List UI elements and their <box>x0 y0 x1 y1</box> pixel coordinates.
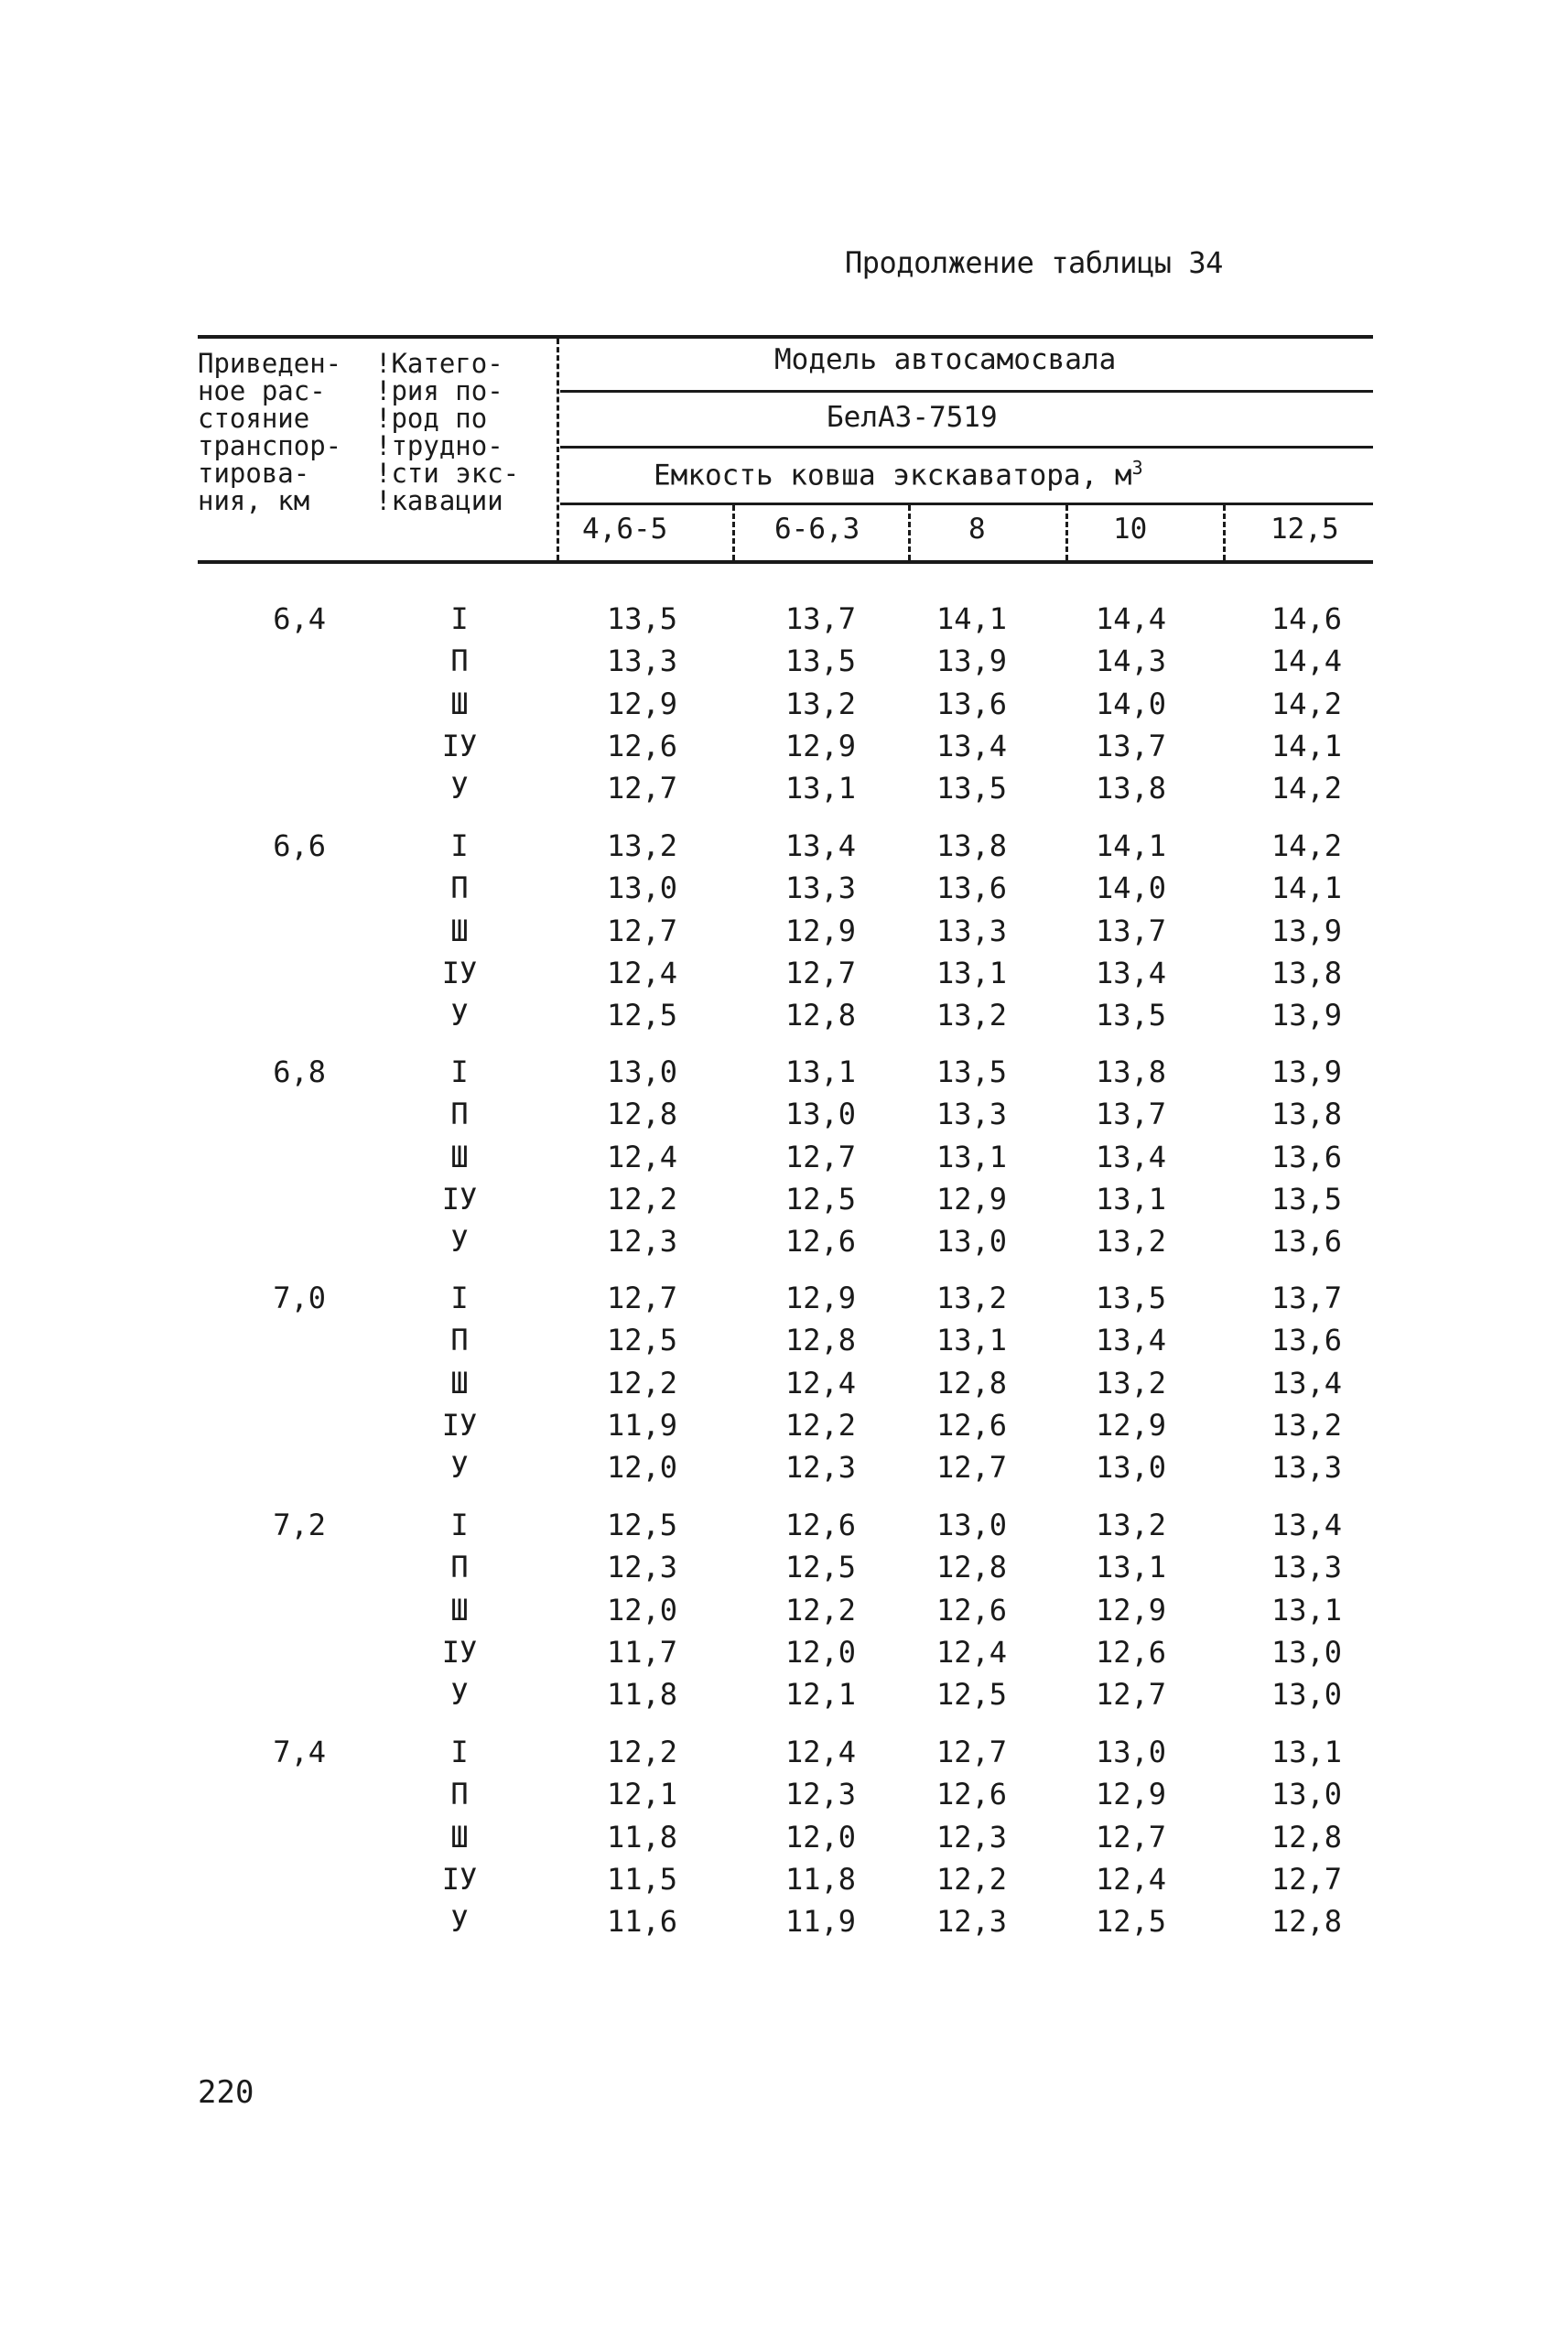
bucket-title <box>654 459 1143 490</box>
table-cell: 13,5 <box>1095 998 1166 1033</box>
category-value: Ш <box>450 687 469 721</box>
table-cell: 12,8 <box>935 1366 1007 1400</box>
table-cell: 14,1 <box>1095 828 1166 863</box>
bucket-title-text: Емкость ковша экскаватора, м <box>654 459 1132 492</box>
table-cell: 13,0 <box>606 1054 677 1089</box>
distance-value: 6,8 <box>273 1054 326 1089</box>
table-cell: 14,2 <box>1271 771 1342 806</box>
table-cell: 13,5 <box>935 1054 1007 1089</box>
table-cell: 12,5 <box>606 998 677 1033</box>
table-cell: 12,7 <box>1271 1862 1342 1897</box>
table-cell: 12,8 <box>935 1550 1007 1584</box>
table-cell: 13,1 <box>784 1054 856 1089</box>
table-cell: 12,6 <box>935 1593 1007 1628</box>
table-cell: 12,4 <box>784 1735 856 1769</box>
table-cell: 13,6 <box>1271 1323 1342 1357</box>
table-cell: 13,2 <box>935 998 1007 1033</box>
category-value: IУ <box>441 729 478 763</box>
table-cell: 14,1 <box>1271 871 1342 905</box>
capacity-header: 8 <box>968 513 986 546</box>
table-cell: 12,6 <box>1095 1635 1166 1670</box>
table-cell: 12,7 <box>606 771 677 806</box>
table-cell: 12,1 <box>784 1677 856 1712</box>
table-cell: 14,6 <box>1271 601 1342 636</box>
table-cell: 13,5 <box>606 601 677 636</box>
category-value: I <box>450 1281 469 1315</box>
category-value: IУ <box>441 1182 478 1217</box>
header-distance-line: тирова- <box>198 458 310 489</box>
table-cell: 12,7 <box>1095 1677 1166 1712</box>
table-cell: 13,4 <box>1095 1323 1166 1357</box>
category-value: П <box>450 1777 469 1811</box>
table-cell: 12,6 <box>784 1224 856 1259</box>
table-cell: 12,2 <box>606 1735 677 1769</box>
category-value: IУ <box>441 956 478 990</box>
category-value: П <box>450 643 469 678</box>
table-cell: 13,6 <box>935 871 1007 905</box>
table-cell: 12,0 <box>606 1593 677 1628</box>
table-cell: 12,3 <box>935 1820 1007 1855</box>
table-cell: 13,4 <box>1095 1140 1166 1174</box>
table-cell: 13,2 <box>606 828 677 863</box>
table-cell: 13,0 <box>1271 1677 1342 1712</box>
table-cell: 13,4 <box>1271 1366 1342 1400</box>
capacity-separator <box>732 505 735 560</box>
table-cell: 12,6 <box>606 729 677 763</box>
table-cell: 13,2 <box>1095 1366 1166 1400</box>
table-cell: 13,3 <box>1271 1450 1342 1485</box>
table-cell: 12,7 <box>935 1450 1007 1485</box>
table-cell: 13,4 <box>1095 956 1166 990</box>
table-cell: 12,4 <box>606 1140 677 1174</box>
table-cell: 12,7 <box>606 1281 677 1315</box>
header-category-line: !трудно- <box>375 430 503 461</box>
table-cell: 13,3 <box>606 643 677 678</box>
table-cell: 11,7 <box>606 1635 677 1670</box>
table-cell: 13,8 <box>935 828 1007 863</box>
category-value: Ш <box>450 914 469 948</box>
table-cell: 12,1 <box>606 1777 677 1811</box>
table-cell: 12,7 <box>935 1735 1007 1769</box>
table-cell: 13,1 <box>935 1323 1007 1357</box>
table-cell: 12,6 <box>935 1408 1007 1443</box>
model-name: БелАЗ-7519 <box>827 401 998 434</box>
table-cell: 13,0 <box>1271 1635 1342 1670</box>
table-cell: 13,6 <box>1271 1140 1342 1174</box>
table-cell: 13,1 <box>935 1140 1007 1174</box>
table-cell: 14,4 <box>1095 601 1166 636</box>
table-cell: 13,8 <box>1271 956 1342 990</box>
table-cell: 12,2 <box>784 1408 856 1443</box>
header-divider <box>560 390 1373 393</box>
table-cell: 13,1 <box>1271 1735 1342 1769</box>
category-value: IУ <box>441 1635 478 1670</box>
distance-value: 7,0 <box>273 1281 326 1315</box>
distance-value: 6,6 <box>273 828 326 863</box>
table-cell: 12,5 <box>784 1182 856 1217</box>
table-cell: 12,5 <box>784 1550 856 1584</box>
table-cell: 13,7 <box>784 601 856 636</box>
header-category-line: !род по <box>375 403 488 434</box>
table-cell: 12,5 <box>935 1677 1007 1712</box>
table-cell: 12,0 <box>784 1635 856 1670</box>
category-value: Ш <box>450 1140 469 1174</box>
table-cell: 14,1 <box>1271 729 1342 763</box>
header-distance <box>198 350 341 514</box>
table-cell: 13,0 <box>1095 1735 1166 1769</box>
table-cell: 12,8 <box>1271 1904 1342 1939</box>
distance-value: 7,4 <box>273 1735 326 1769</box>
table-cell: 12,2 <box>606 1366 677 1400</box>
table-cell: 12,5 <box>606 1508 677 1542</box>
table-cell: 14,4 <box>1271 643 1342 678</box>
table-cell: 12,7 <box>606 914 677 948</box>
table-cell: 13,5 <box>784 643 856 678</box>
table-cell: 11,8 <box>784 1862 856 1897</box>
table-cell: 13,2 <box>1095 1508 1166 1542</box>
table-cell: 12,8 <box>606 1097 677 1131</box>
table-cell: 13,9 <box>1271 1054 1342 1089</box>
header-category-line: !рия по- <box>375 375 503 406</box>
table-cell: 12,3 <box>606 1224 677 1259</box>
table-cell: 13,1 <box>1271 1593 1342 1628</box>
table-cell: 12,8 <box>784 1323 856 1357</box>
table-cell: 14,1 <box>935 601 1007 636</box>
table-cell: 11,9 <box>606 1408 677 1443</box>
table-cell: 13,8 <box>1095 771 1166 806</box>
table-top-rule <box>198 335 1373 339</box>
table-cell: 13,7 <box>1271 1281 1342 1315</box>
header-distance-line: ния, км <box>198 485 310 516</box>
category-value: У <box>450 1450 469 1485</box>
capacity-separator <box>1223 505 1226 560</box>
table-cell: 13,0 <box>784 1097 856 1131</box>
table-cell: 12,3 <box>935 1904 1007 1939</box>
header-category-line: !Катего- <box>375 348 503 379</box>
table-cell: 13,5 <box>1095 1281 1166 1315</box>
table-cell: 12,9 <box>935 1182 1007 1217</box>
header-separator <box>557 339 559 560</box>
header-divider <box>560 503 1373 505</box>
header-distance-line: ное рас- <box>198 375 326 406</box>
table-cell: 13,8 <box>1271 1097 1342 1131</box>
table-cell: 13,4 <box>1271 1508 1342 1542</box>
table-cell: 14,3 <box>1095 643 1166 678</box>
table-cell: 12,7 <box>784 1140 856 1174</box>
table-cell: 13,7 <box>1095 729 1166 763</box>
category-value: I <box>450 828 469 863</box>
table-cell: 12,9 <box>1095 1593 1166 1628</box>
table-cell: 14,2 <box>1271 828 1342 863</box>
capacity-header: 12,5 <box>1271 513 1339 546</box>
category-value: IУ <box>441 1862 478 1897</box>
table-cell: 13,3 <box>935 1097 1007 1131</box>
table-cell: 13,4 <box>935 729 1007 763</box>
table-cell: 13,1 <box>784 771 856 806</box>
table-cell: 11,9 <box>784 1904 856 1939</box>
table-cell: 13,1 <box>1095 1550 1166 1584</box>
header-distance-line: стояние <box>198 403 310 434</box>
category-value: I <box>450 1508 469 1542</box>
header-category-line: !сти экс- <box>375 458 520 489</box>
table-cell: 13,0 <box>1271 1777 1342 1811</box>
category-value: I <box>450 601 469 636</box>
category-value: Ш <box>450 1820 469 1855</box>
table-cell: 13,6 <box>1271 1224 1342 1259</box>
table-cell: 13,1 <box>935 956 1007 990</box>
bucket-unit-superscript: 3 <box>1131 457 1143 479</box>
table-cell: 12,0 <box>784 1820 856 1855</box>
capacity-header: 4,6-5 <box>582 513 668 546</box>
table-cell: 12,4 <box>606 956 677 990</box>
table-cell: 12,2 <box>784 1593 856 1628</box>
table-cell: 13,9 <box>935 643 1007 678</box>
model-title: Модель автосамосвала <box>774 343 1117 376</box>
category-value: IУ <box>441 1408 478 1443</box>
table-cell: 12,7 <box>784 956 856 990</box>
table-cell: 13,0 <box>606 871 677 905</box>
table-cell: 14,2 <box>1271 687 1342 721</box>
table-cell: 12,5 <box>606 1323 677 1357</box>
category-value: П <box>450 1323 469 1357</box>
table-cell: 12,6 <box>935 1777 1007 1811</box>
category-value: Ш <box>450 1593 469 1628</box>
table-cell: 12,3 <box>784 1450 856 1485</box>
header-distance-line: транспор- <box>198 430 342 461</box>
table-cell: 13,2 <box>1271 1408 1342 1443</box>
category-value: П <box>450 1097 469 1131</box>
category-value: У <box>450 771 469 806</box>
table-cell: 13,7 <box>1095 1097 1166 1131</box>
table-cell: 13,8 <box>1095 1054 1166 1089</box>
distance-value: 7,2 <box>273 1508 326 1542</box>
table-cell: 13,0 <box>935 1508 1007 1542</box>
category-value: П <box>450 1550 469 1584</box>
table-cell: 12,9 <box>1095 1777 1166 1811</box>
table-cell: 13,2 <box>784 687 856 721</box>
table-cell: 12,7 <box>1095 1820 1166 1855</box>
table-cell: 12,9 <box>1095 1408 1166 1443</box>
table-caption: Продолжение таблицы 34 <box>845 245 1223 280</box>
table-cell: 13,9 <box>1271 914 1342 948</box>
category-value: I <box>450 1054 469 1089</box>
table-cell: 12,8 <box>784 998 856 1033</box>
table-cell: 11,8 <box>606 1820 677 1855</box>
capacity-header: 6-6,3 <box>774 513 860 546</box>
category-value: Ш <box>450 1366 469 1400</box>
table-cell: 13,2 <box>935 1281 1007 1315</box>
table-header-bottom-rule <box>198 560 1373 564</box>
header-category <box>375 350 519 514</box>
table-cell: 12,3 <box>606 1550 677 1584</box>
table-cell: 12,9 <box>784 914 856 948</box>
table-cell: 12,9 <box>784 1281 856 1315</box>
category-value: I <box>450 1735 469 1769</box>
table-cell: 13,1 <box>1095 1182 1166 1217</box>
header-distance-line: Приведен- <box>198 348 342 379</box>
table-cell: 13,3 <box>1271 1550 1342 1584</box>
table-cell: 13,6 <box>935 687 1007 721</box>
table-cell: 12,9 <box>606 687 677 721</box>
category-value: У <box>450 1904 469 1939</box>
table-cell: 12,3 <box>784 1777 856 1811</box>
table-cell: 13,3 <box>935 914 1007 948</box>
table-cell: 13,9 <box>1271 998 1342 1033</box>
capacity-header: 10 <box>1113 513 1148 546</box>
table-cell: 12,4 <box>784 1366 856 1400</box>
distance-value: 6,4 <box>273 601 326 636</box>
table-cell: 12,2 <box>606 1182 677 1217</box>
table-cell: 12,8 <box>1271 1820 1342 1855</box>
capacity-separator <box>908 505 911 560</box>
category-value: У <box>450 998 469 1033</box>
table-cell: 12,0 <box>606 1450 677 1485</box>
table-cell: 13,0 <box>1095 1450 1166 1485</box>
table-cell: 13,5 <box>1271 1182 1342 1217</box>
table-cell: 12,4 <box>1095 1862 1166 1897</box>
category-value: У <box>450 1677 469 1712</box>
table-cell: 11,6 <box>606 1904 677 1939</box>
page-number: 220 <box>198 2074 254 2111</box>
category-value: П <box>450 871 469 905</box>
table-cell: 13,5 <box>935 771 1007 806</box>
table-cell: 14,0 <box>1095 687 1166 721</box>
table-cell: 13,0 <box>935 1224 1007 1259</box>
table-cell: 12,4 <box>935 1635 1007 1670</box>
capacity-separator <box>1065 505 1068 560</box>
table-cell: 13,4 <box>784 828 856 863</box>
table-cell: 14,0 <box>1095 871 1166 905</box>
table-cell: 12,5 <box>1095 1904 1166 1939</box>
table-cell: 11,5 <box>606 1862 677 1897</box>
table-cell: 13,7 <box>1095 914 1166 948</box>
table-cell: 11,8 <box>606 1677 677 1712</box>
header-category-line: !кавации <box>375 485 503 516</box>
table-cell: 12,6 <box>784 1508 856 1542</box>
table-cell: 12,9 <box>784 729 856 763</box>
table-cell: 13,2 <box>1095 1224 1166 1259</box>
table-cell: 12,2 <box>935 1862 1007 1897</box>
header-divider <box>560 446 1373 449</box>
table-cell: 13,3 <box>784 871 856 905</box>
category-value: У <box>450 1224 469 1259</box>
